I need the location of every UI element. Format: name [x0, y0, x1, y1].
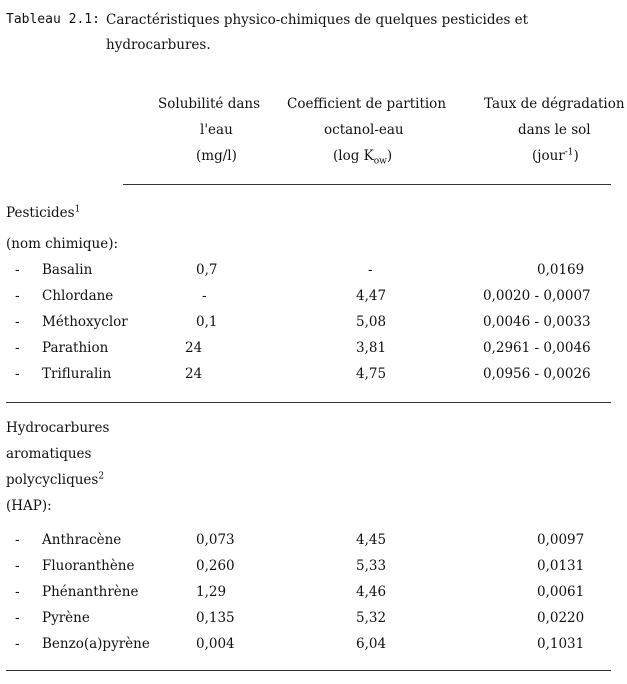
header-solubility-line2: l'eau: [200, 122, 233, 138]
row-name: Chlordane: [42, 288, 114, 304]
bottom-rule: [6, 670, 611, 671]
row-degradation: 0,0131: [537, 558, 585, 574]
row-partition: 5,32: [356, 610, 387, 626]
header-degradation-line1: Taux de dégradation: [484, 96, 625, 112]
table-label: Tableau 2.1:: [6, 12, 100, 27]
section-title-hap-line4: (HAP):: [6, 498, 52, 514]
row-partition: 4,45: [356, 532, 387, 548]
row-degradation: 0,1031: [537, 636, 585, 652]
row-degradation: 0,0169: [537, 262, 585, 278]
row-solubility: 0,7: [196, 262, 218, 278]
row-name: Benzo(a)pyrène: [42, 636, 150, 652]
table-title-line2: hydrocarbures.: [106, 37, 211, 53]
row-solubility: 0,004: [196, 636, 235, 652]
row-solubility: 24: [185, 340, 203, 356]
row-dash: -: [15, 558, 20, 574]
row-name: Pyrène: [42, 610, 90, 626]
row-solubility: 0,073: [196, 532, 235, 548]
row-solubility: 0,135: [196, 610, 235, 626]
row-solubility: 0,260: [196, 558, 235, 574]
row-name: Parathion: [42, 340, 109, 356]
row-dash: -: [15, 288, 20, 304]
row-name: Trifluralin: [42, 366, 112, 382]
row-solubility: 1,29: [196, 584, 227, 600]
row-degradation: 0,2961 - 0,0046: [483, 340, 591, 356]
row-degradation: 0,0220: [537, 610, 585, 626]
row-degradation: 0,0061: [537, 584, 585, 600]
header-degradation-line2: dans le sol: [518, 122, 591, 138]
row-partition: 3,81: [356, 340, 387, 356]
section-title-hap-line2: aromatiques: [6, 446, 92, 462]
row-degradation: 0,0020 - 0,0007: [483, 288, 591, 304]
section-subtitle-pesticides: (nom chimique):: [6, 236, 119, 252]
row-name: Méthoxyclor: [42, 314, 128, 330]
row-dash: -: [15, 366, 20, 382]
section-title-hap-line1: Hydrocarbures: [6, 420, 110, 436]
row-dash: -: [15, 532, 20, 548]
row-partition: 5,08: [356, 314, 387, 330]
section-rule: [6, 402, 611, 403]
section-title-hap-line3: polycycliques$^2$: [6, 471, 105, 488]
row-name: Fluoranthène: [42, 558, 135, 574]
row-dash: -: [15, 314, 20, 330]
header-partition-line1: Coefficient de partition: [287, 96, 447, 112]
header-rule: [123, 184, 611, 185]
row-partition: 4,46: [356, 584, 387, 600]
row-degradation: 0,0046 - 0,0033: [483, 314, 591, 330]
row-dash: -: [15, 340, 20, 356]
row-partition: 5,33: [356, 558, 387, 574]
row-degradation: 0,0097: [537, 532, 585, 548]
row-partition: 4,75: [356, 366, 387, 382]
row-name: Basalin: [42, 262, 93, 278]
row-partition: 4,47: [356, 288, 387, 304]
row-solubility: 24: [185, 366, 203, 382]
row-dash: -: [15, 610, 20, 626]
header-solubility-unit: (mg/l): [196, 148, 237, 164]
row-solubility: -: [202, 288, 207, 304]
row-degradation: 0,0956 - 0,0026: [483, 366, 591, 382]
row-dash: -: [15, 262, 20, 278]
section-title-pesticides: Pesticides$^1$: [6, 204, 81, 221]
row-solubility: 0,1: [196, 314, 218, 330]
row-name: Phénanthrène: [42, 584, 139, 600]
header-partition-line2: octanol-eau: [324, 122, 404, 138]
header-partition-unit: (log $K_{ow}$): [333, 148, 393, 167]
table-title-line1: Caractéristiques physico-chimiques de quelques pesticides et: [106, 12, 529, 28]
row-partition: 6,04: [356, 636, 387, 652]
header-solubility-line1: Solubilité dans: [158, 96, 261, 112]
row-name: Anthracène: [42, 532, 122, 548]
row-dash: -: [15, 636, 20, 652]
row-dash: -: [15, 584, 20, 600]
row-partition: -: [368, 262, 373, 278]
header-degradation-unit: (jour$^{-1}$): [532, 147, 579, 164]
